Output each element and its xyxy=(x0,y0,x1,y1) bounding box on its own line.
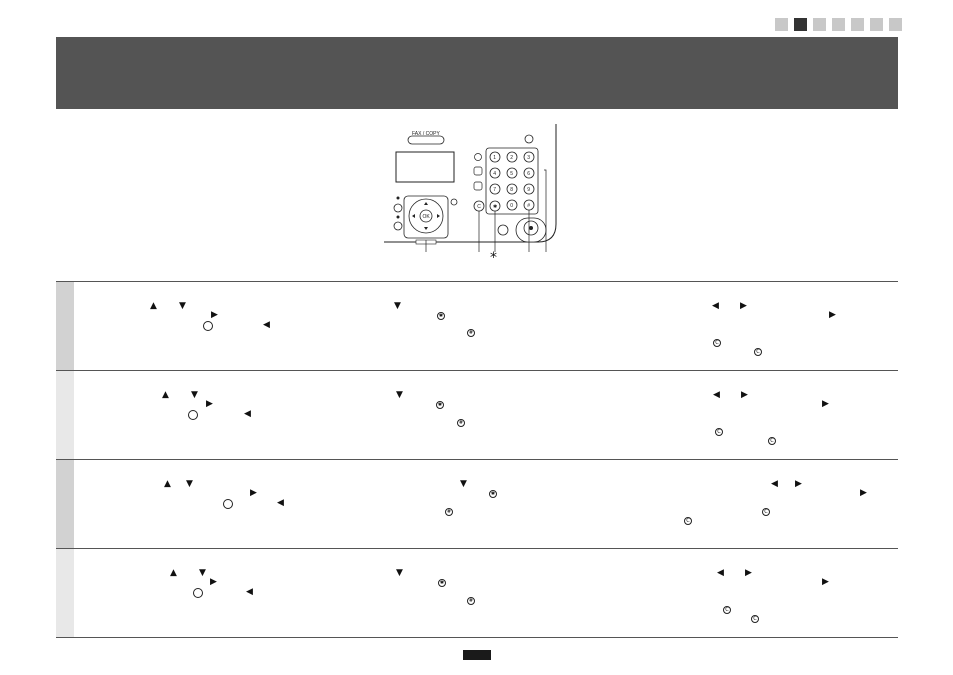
right-arrow-icon: ▶ xyxy=(745,568,752,578)
progress-step-6 xyxy=(870,18,883,31)
svg-text:8: 8 xyxy=(510,187,514,193)
mode-label: FAX / COPY xyxy=(412,131,440,137)
svg-text:✱: ✱ xyxy=(493,204,498,210)
clear-key-icon: C xyxy=(751,615,759,623)
progress-step-3 xyxy=(813,18,826,31)
left-arrow-icon: ◀ xyxy=(277,498,284,508)
display-screen xyxy=(396,152,454,182)
step-row-1 xyxy=(56,281,898,370)
hash-key-icon: # xyxy=(468,330,474,336)
clear-key-icon: C xyxy=(754,348,762,356)
step-row-4 xyxy=(56,548,898,637)
ok-key-icon xyxy=(203,321,213,331)
left-arrow-icon: ◀ xyxy=(712,301,719,311)
page-number-tab xyxy=(463,650,491,660)
progress-step-7 xyxy=(889,18,902,31)
left-arrow-icon: ◀ xyxy=(246,587,253,597)
step-row-2 xyxy=(56,370,898,459)
svg-text:2: 2 xyxy=(510,155,514,161)
star-key-icon: ✱ xyxy=(490,491,496,497)
right-arrow-icon: ▶ xyxy=(822,577,829,587)
mode-button xyxy=(408,136,444,144)
ok-key-icon xyxy=(188,410,198,420)
right-arrow-icon: ▶ xyxy=(822,399,829,409)
down-arrow-icon: ▼ xyxy=(394,301,401,311)
ok-key-icon xyxy=(223,499,233,509)
menu-button xyxy=(394,222,402,230)
right-arrow-icon: ▶ xyxy=(860,488,867,498)
progress-step-2-active xyxy=(794,18,807,31)
left-arrow-icon: ◀ xyxy=(771,479,778,489)
up-arrow-icon: ▲ xyxy=(170,568,177,578)
hash-key-icon: # xyxy=(458,420,464,426)
section-progress xyxy=(775,18,902,31)
down-arrow-icon: ▼ xyxy=(186,479,193,489)
step-row-3 xyxy=(56,459,898,548)
down-arrow-icon: ▼ xyxy=(460,479,467,489)
step-tab-3 xyxy=(56,460,74,548)
star-key-icon: ✱ xyxy=(439,580,445,586)
up-arrow-icon: ▲ xyxy=(162,390,169,400)
up-arrow-icon: ▲ xyxy=(150,301,157,311)
left-arrow-icon: ◀ xyxy=(713,390,720,400)
left-arrow-icon: ◀ xyxy=(244,409,251,419)
svg-text:7: 7 xyxy=(493,187,497,193)
clear-key-icon: C xyxy=(715,428,723,436)
right-arrow-icon: ▶ xyxy=(250,488,257,498)
ok-key-icon xyxy=(193,588,203,598)
right-arrow-icon: ▶ xyxy=(206,399,213,409)
down-arrow-icon: ▼ xyxy=(396,390,403,400)
svg-text:3: 3 xyxy=(527,155,531,161)
svg-text:#: # xyxy=(527,203,531,209)
down-arrow-icon: ▼ xyxy=(179,301,186,311)
svg-text:9: 9 xyxy=(527,187,531,193)
svg-text:4: 4 xyxy=(493,171,497,177)
clear-key-icon: C xyxy=(768,437,776,445)
svg-text:C: C xyxy=(477,204,481,210)
back-button xyxy=(394,204,402,212)
right-arrow-icon: ▶ xyxy=(829,310,836,320)
svg-text:6: 6 xyxy=(527,171,531,177)
clear-key-icon: C xyxy=(713,339,721,347)
star-key-icon: ✱ xyxy=(437,402,443,408)
down-arrow-icon: ▼ xyxy=(396,568,403,578)
clear-key-icon: C xyxy=(723,606,731,614)
up-arrow-icon: ▲ xyxy=(164,479,171,489)
clear-key-icon: C xyxy=(684,517,692,525)
hash-key-icon: # xyxy=(446,509,452,515)
right-arrow-icon: ▶ xyxy=(741,390,748,400)
step-tab-4 xyxy=(56,549,74,637)
progress-step-5 xyxy=(851,18,864,31)
left-arrow-icon: ◀ xyxy=(717,568,724,578)
svg-text:0: 0 xyxy=(510,203,514,209)
down-arrow-icon: ▼ xyxy=(191,390,198,400)
step-tab-1 xyxy=(56,282,74,370)
operation-panel-svg xyxy=(378,124,558,264)
svg-text:1: 1 xyxy=(493,155,497,161)
right-arrow-icon: ▶ xyxy=(740,301,747,311)
progress-step-1 xyxy=(775,18,788,31)
step-tab-2 xyxy=(56,371,74,459)
right-arrow-icon: ▶ xyxy=(211,310,218,320)
right-arrow-icon: ▶ xyxy=(210,577,217,587)
svg-text:5: 5 xyxy=(510,171,514,177)
left-arrow-icon: ◀ xyxy=(263,320,270,330)
clear-key-icon: C xyxy=(762,508,770,516)
right-arrow-icon: ▶ xyxy=(795,479,802,489)
star-key-icon: ✱ xyxy=(438,313,444,319)
header-band xyxy=(56,37,898,109)
bottom-rule xyxy=(56,637,898,638)
progress-step-4 xyxy=(832,18,845,31)
operation-panel-illustration xyxy=(378,124,558,264)
hash-key-icon: # xyxy=(468,598,474,604)
stop-button xyxy=(498,225,508,235)
star-key-callout: * xyxy=(490,250,497,266)
down-arrow-icon: ▼ xyxy=(199,568,206,578)
ok-label: OK xyxy=(422,214,430,220)
